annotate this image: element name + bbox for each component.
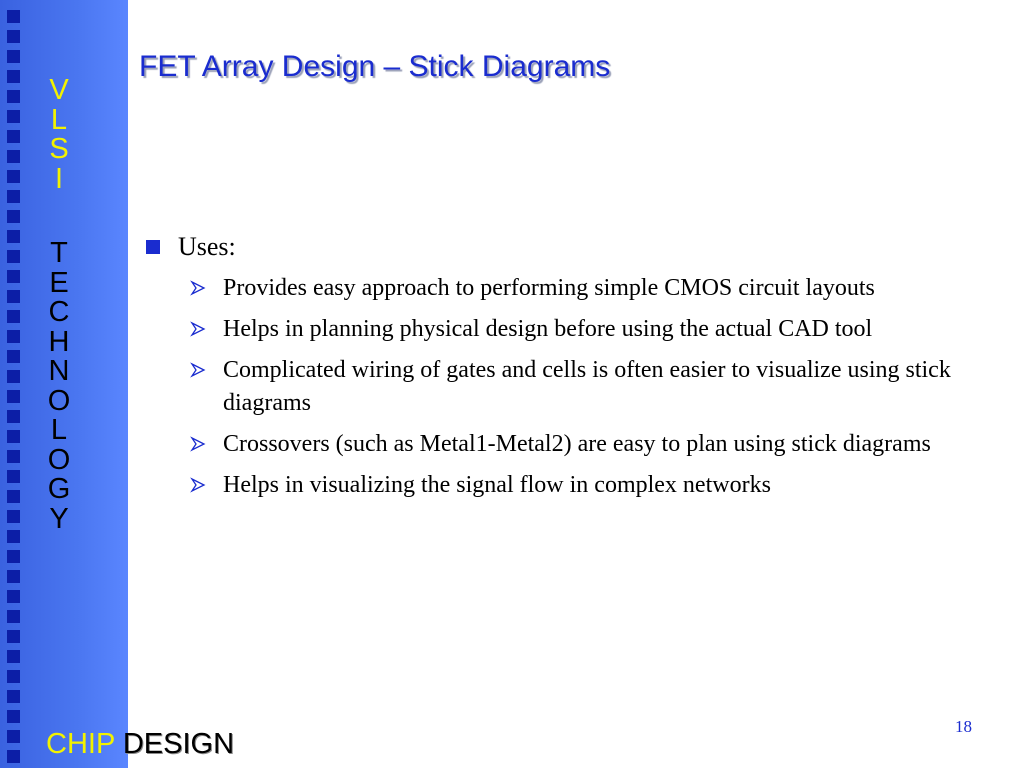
decorative-square <box>7 510 20 523</box>
page-number: 18 <box>955 717 972 736</box>
vertical-title-letter: S <box>49 133 69 165</box>
decorative-square <box>7 570 20 583</box>
decorative-square <box>7 550 20 563</box>
decorative-square <box>7 30 20 43</box>
vertical-title-letter: I <box>54 162 64 195</box>
decorative-square <box>7 350 20 363</box>
decorative-square <box>7 210 20 223</box>
decorative-square <box>7 470 20 483</box>
decorative-square <box>7 130 20 143</box>
vertical-title-letter: O <box>47 443 71 476</box>
vertical-title-letter: V <box>49 74 69 106</box>
arrow-bullet-icon <box>190 280 206 296</box>
decorative-square <box>7 190 20 203</box>
decorative-square <box>7 410 20 423</box>
vertical-title-letter: T <box>50 237 68 269</box>
decorative-square <box>7 270 20 283</box>
decorative-square <box>7 730 20 743</box>
arrow-bullet-icon <box>190 477 206 493</box>
sub-bullet-text: Crossovers (such as Metal1-Metal2) are easy to plan using stick diagrams <box>223 431 931 457</box>
sub-bullet-text: Complicated wiring of gates and cells is often easier to visualize using stick diagrams <box>223 357 951 416</box>
decorative-square <box>7 390 20 403</box>
decorative-square <box>7 450 20 463</box>
decorative-square <box>7 290 20 303</box>
arrow-bullet-icon <box>190 436 206 452</box>
arrow-bullet-icon <box>190 362 206 378</box>
decorative-square <box>7 610 20 623</box>
decorative-square <box>7 690 20 703</box>
sub-bullet-item <box>140 354 998 420</box>
decorative-square <box>7 530 20 543</box>
arrow-bullet-icon <box>190 321 206 337</box>
vertical-title-letter: E <box>49 266 69 299</box>
sub-bullet-list <box>140 272 1010 502</box>
sub-bullet-item <box>140 469 998 502</box>
vertical-title-letter: C <box>48 296 70 328</box>
vertical-title <box>44 76 74 534</box>
vertical-title-letter: Y <box>49 502 69 535</box>
footer-design-text: DESIGN <box>122 728 235 760</box>
main-bullet-text: Uses: <box>178 232 236 261</box>
sidebar <box>0 0 128 768</box>
square-bullet-icon <box>146 240 160 254</box>
sub-bullet-text: Helps in visualizing the signal flow in complex networks <box>223 472 771 498</box>
decorative-square <box>7 490 20 503</box>
decorative-square-column <box>7 10 21 763</box>
decorative-square <box>7 150 20 163</box>
decorative-square <box>7 750 20 763</box>
main-bullet <box>140 232 1010 262</box>
decorative-square <box>7 230 20 243</box>
footer-brand <box>46 728 234 761</box>
decorative-square <box>7 590 20 603</box>
decorative-square <box>7 430 20 443</box>
vertical-title-letter: N <box>48 355 70 387</box>
decorative-square <box>7 170 20 183</box>
decorative-square <box>7 90 20 103</box>
decorative-square <box>7 250 20 263</box>
decorative-square <box>7 110 20 123</box>
vertical-title-letter: L <box>50 414 68 446</box>
decorative-square <box>7 50 20 63</box>
sub-bullet-item <box>140 272 998 305</box>
vertical-title-letter: L <box>50 103 68 136</box>
sub-bullet-text: Helps in planning physical design before using the actual CAD tool <box>223 316 873 342</box>
sub-bullet-text: Provides easy approach to performing simple CMOS circuit layouts <box>223 275 875 301</box>
sub-bullet-item <box>140 428 998 461</box>
decorative-square <box>7 310 20 323</box>
decorative-square <box>7 10 20 23</box>
decorative-square <box>7 370 20 383</box>
vertical-title-letter: O <box>47 384 71 417</box>
footer-chip-text: CHIP <box>46 728 115 760</box>
sub-bullet-item <box>140 313 998 346</box>
vertical-title-letter: H <box>48 325 70 358</box>
vertical-title-letter: G <box>47 473 71 505</box>
decorative-square <box>7 650 20 663</box>
decorative-square <box>7 330 20 343</box>
slide-content <box>140 232 1010 510</box>
decorative-square <box>7 710 20 723</box>
decorative-square <box>7 630 20 643</box>
decorative-square <box>7 70 20 83</box>
slide-title: FET Array Design – Stick Diagrams <box>139 50 611 83</box>
decorative-square <box>7 670 20 683</box>
